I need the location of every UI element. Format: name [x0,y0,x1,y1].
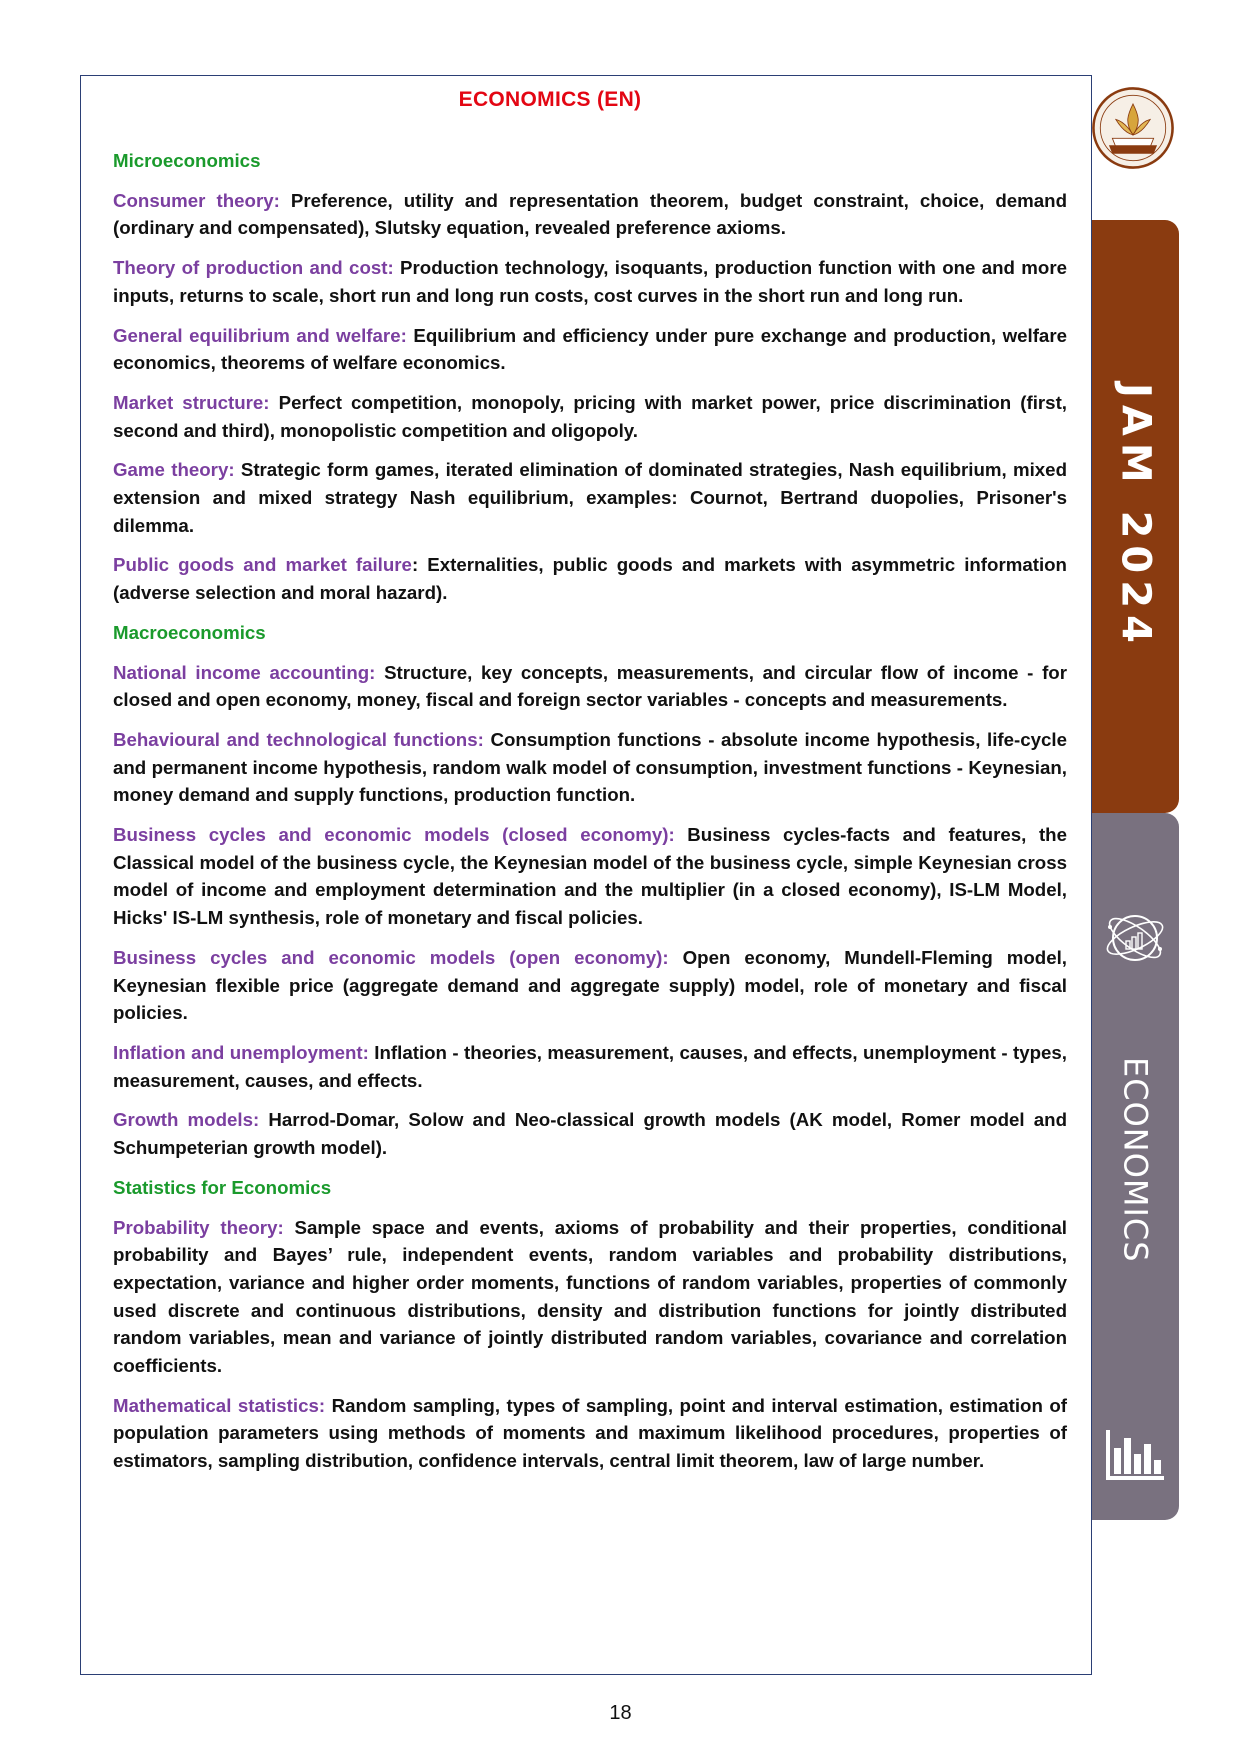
topic-text: Preference, utility and representation theorem, budget constraint, choice, demand (ordinary and compensated), Slutsky equation, revealed preference axioms. [113,189,1067,239]
topic-label: General equilibrium and welfare: [113,324,407,346]
topic-label: Business cycles and economic models (closed economy): [113,824,675,846]
topic-paragraph [113,389,1067,444]
topic-text: Perfect competition, monopoly, pricing with market power, price discrimination (first, second and third), monopolistic competition and oligopoly. [113,391,1067,441]
topic-label: Consumer theory: [113,189,280,211]
topic-paragraph [113,322,1067,377]
topic-paragraph [113,1214,1067,1380]
topic-text: Consumption functions - absolute income hypothesis, life-cycle and permanent income hypothesis, random walk model of consumption, investment functions - Keynesian, money demand and supply functions, production function. [113,728,1068,806]
topic-paragraph [113,1106,1067,1161]
topic-text: Harrod-Domar, Solow and Neo-classical growth models (AK model, Romer model and Schumpeterian growth model). [113,1109,1067,1159]
subject-side-tab-label: ECONOMICS [1116,1057,1155,1263]
topic-paragraph [113,1039,1067,1094]
topic-label: Behavioural and technological functions: [113,728,484,750]
topic-text: Inflation - theories, measurement, causes, and effects, unemployment - types, measurement, causes, and effects. [113,1041,1067,1091]
topic-paragraph [113,456,1067,539]
jam-side-tab-label: JAM 2024 [1112,383,1159,650]
topic-text: Strategic form games, iterated elimination of dominated strategies, Nash equilibrium, mixed extension and mixed strategy Nash equilibrium, examples: Cournot, Bertrand duopolies, Prisoner's dilemma. [113,459,1067,536]
topic-text: Structure, key concepts, measurements, and circular flow of income - for closed and open economy, money, fiscal and foreign sector variables - concepts and measurements. [113,661,1067,711]
topic-label: Growth models: [113,1109,260,1131]
topic-text: Equilibrium and efficiency under pure exchange and production, welfare economics, theorems of welfare economics. [113,324,1067,374]
subject-side-tab-label-wrap [1092,1030,1179,1290]
topic-paragraph [113,1392,1067,1475]
section-heading: Microeconomics [113,150,261,171]
topic-label: Probability theory: [113,1216,284,1238]
page-title: ECONOMICS (EN) [458,88,642,111]
topic-text: Production technology, isoquants, production function with one and more inputs, returns to scale, short run and long run costs, cost curves in the short run and long run. [113,257,1068,306]
topic-paragraph [113,821,1067,932]
syllabus-content [113,147,1067,1487]
section-heading: Macroeconomics [113,621,266,643]
jam-side-tab-label-wrap [1092,220,1179,813]
topic-label: Public goods and market failure [113,554,412,576]
bar-chart-icon [1104,1428,1166,1484]
topic-paragraph [113,659,1067,714]
topic-text: Business cycles-facts and features, the Classical model of the business cycle, the Keynesian model of the business cycle, simple Keynesian cross model of income and employment determination and the multiplier (in a closed economy), IS-LM Model, Hicks' IS-LM synthesis, role of monetary and fiscal policies. [113,824,1067,929]
topic-label: National income accounting: [113,661,376,683]
topic-label: Mathematical statistics: [113,1394,326,1416]
page-number: 18 [609,1702,632,1724]
topic-label: Market structure: [113,391,270,413]
topic-label: Inflation and unemployment: [113,1041,369,1063]
globe-chart-icon [1102,905,1168,971]
topic-paragraph [113,551,1067,606]
topic-label: Theory of production and cost: [113,257,394,279]
topic-label: Business cycles and economic models (open economy): [113,946,669,968]
topic-text: Random sampling, types of sampling, point and interval estimation, estimation of population parameters using methods of moments and maximum likelihood procedures, properties of estimators, sampling distribution, confidence intervals, central limit theorem, law of large number. [113,1394,1067,1472]
topic-paragraph [113,726,1067,809]
topic-paragraph [113,254,1067,309]
topic-text: : Externalities, public goods and markets with asymmetric information (adverse selection and moral hazard). [113,554,1067,604]
jam-logo-icon [1090,85,1176,171]
topic-label: Game theory: [113,459,235,481]
topic-text: Open economy, Mundell-Fleming model, Keynesian flexible price (aggregate demand and aggregate supply) model, role of monetary and fiscal policies. [113,946,1067,1024]
topic-paragraph [113,187,1067,242]
topic-text: Sample space and events, axioms of probability and their properties, conditional probability and Bayes’ rule, independent events, random variables and probability distributions, expectation, variance and higher order moments, functions of random variables, properties of commonly used discrete and continuous distributions, density and distribution functions for jointly distributed random variables, mean and variance of jointly distributed random variables, covariance and correlation coefficients. [113,1216,1067,1377]
section-heading: Statistics for Economics [113,1176,332,1198]
topic-paragraph [113,944,1067,1027]
